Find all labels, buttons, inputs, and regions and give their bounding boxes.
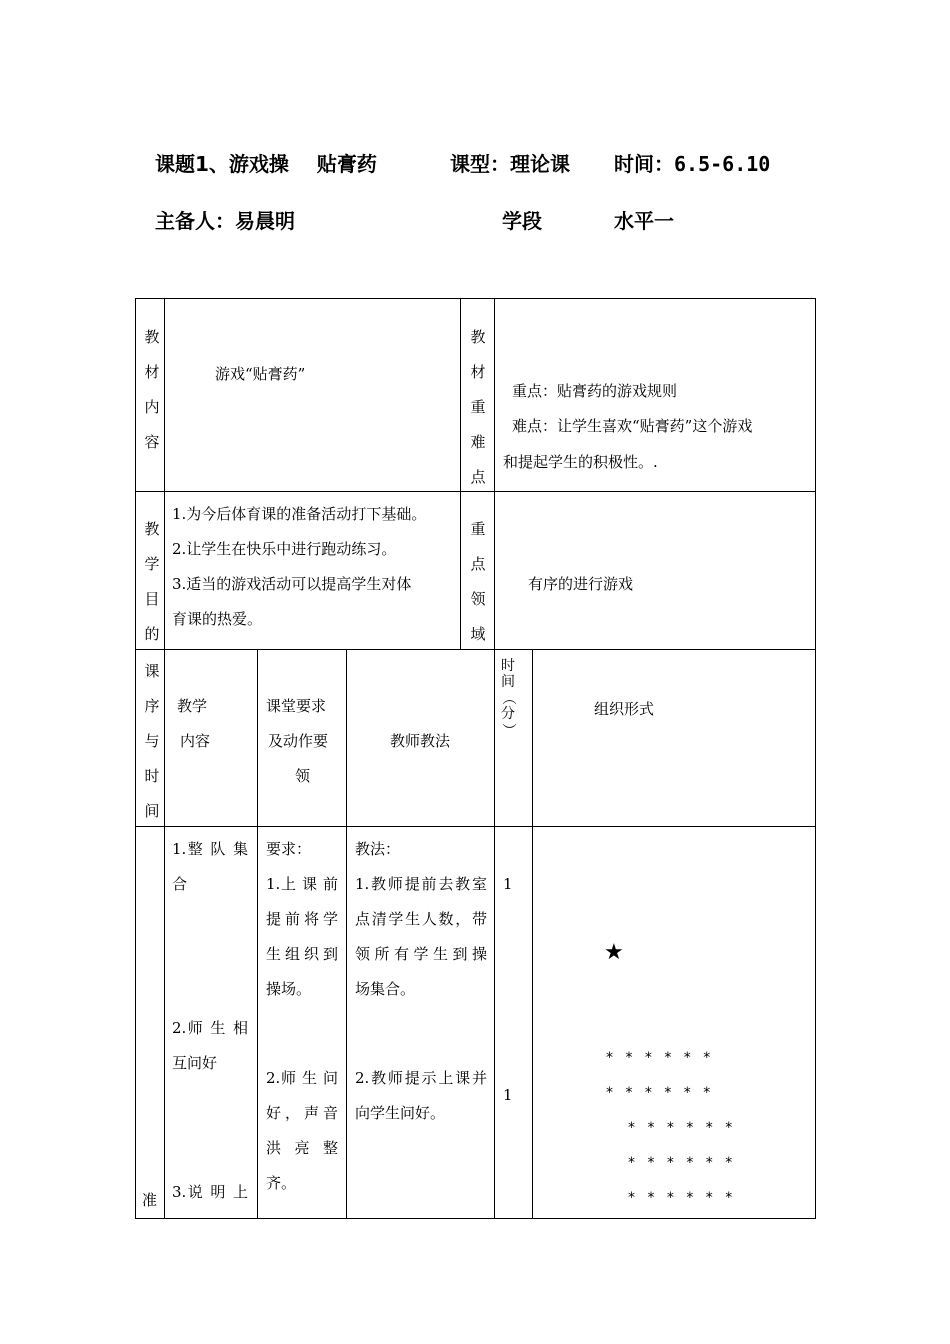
row3-label: 课 序 与 时 间 (144, 662, 160, 820)
time-value: 6.5-6.10 (674, 152, 771, 176)
method-1-line: 领所有学生到操 (355, 945, 487, 963)
col-method: 教师教法 (390, 732, 451, 750)
topic-name: 贴膏药 (316, 152, 377, 176)
lesson-type: 课型：理论课 (450, 152, 570, 176)
time-label: 时间： (614, 152, 674, 176)
goal-item: 3.适当的游戏活动可以提高学生对体 (172, 575, 412, 593)
method-title: 教法： (355, 840, 401, 858)
student-row: * * * * * * (606, 1050, 715, 1066)
content-item-1a: 1.整 队 集 (172, 840, 248, 858)
stage-label: 学段 (502, 209, 542, 233)
col-content-line1: 教学 (177, 697, 208, 715)
require-1-line: 生组织到 (266, 945, 338, 963)
require-2-line: 2.师 生 问 (266, 1069, 338, 1087)
col-organization: 组织形式 (594, 700, 655, 718)
require-2-line: 洪 亮 整 (266, 1139, 338, 1157)
goal-item: 1.为今后体育课的准备活动打下基础。 (172, 505, 427, 523)
content-item-2b: 互问好 (172, 1054, 218, 1072)
preparer: 主备人：易晨明 (155, 209, 295, 233)
key-point: 重点：贴膏药的游戏规则 (512, 382, 678, 400)
col-time: 时 间 （ 分 ） (500, 658, 516, 737)
require-2-line: 齐。 (266, 1174, 297, 1192)
content-item-2a: 2.师 生 相 (172, 1019, 248, 1037)
material-content: 游戏“贴膏药” (215, 365, 306, 383)
require-1-line: 提前将学 (266, 910, 338, 928)
method-1-line: 场集合。 (355, 980, 416, 998)
phase-label: 准 (142, 1191, 158, 1209)
row2-label2: 重 点 领 域 (470, 520, 486, 643)
col-require-line3: 领 (295, 767, 311, 785)
content-item-1b: 合 (172, 875, 188, 893)
goal-item: 育课的热爱。 (172, 610, 263, 628)
topic-label: 课题1、游戏操 (155, 152, 289, 176)
require-title: 要求： (266, 840, 312, 858)
goal-item: 2.让学生在快乐中进行跑动练习。 (172, 540, 397, 558)
focus-area: 有序的进行游戏 (528, 575, 634, 593)
content-item-3: 3.说 明 上 (172, 1183, 248, 1201)
stage-value: 水平一 (614, 209, 674, 233)
method-1-line: 点清学生人数，带 (355, 910, 487, 928)
student-row: * * * * * * (606, 1085, 715, 1101)
require-1-line: 1.上 课 前 (266, 875, 338, 893)
row1-label2: 教 材 重 难 点 (470, 328, 486, 486)
method-2-line: 向学生问好。 (355, 1104, 446, 1122)
time-value-1: 1 (503, 875, 513, 893)
student-row: * * * * * * (628, 1120, 737, 1136)
time-value-2: 1 (503, 1086, 513, 1104)
row1-label: 教 材 内 容 (144, 328, 160, 451)
col-require-line1: 课堂要求 (266, 697, 327, 715)
student-row: * * * * * * (628, 1190, 737, 1206)
row2-label: 教 学 目 的 (144, 520, 160, 643)
require-1-line: 操场。 (266, 980, 312, 998)
difficult-point-2: 和提起学生的积极性。. (503, 453, 658, 471)
difficult-point-1: 难点：让学生喜欢“贴膏药”这个游戏 (512, 417, 753, 435)
method-2-line: 2.教师提示上课并 (355, 1069, 487, 1087)
col-content-line2: 内容 (180, 732, 211, 750)
col-require-line2: 及动作要 (268, 732, 329, 750)
method-1-line: 1.教师提前去教室 (355, 875, 487, 893)
teacher-star-icon: ★ (604, 940, 624, 965)
require-2-line: 好，声音 (266, 1104, 338, 1122)
student-row: * * * * * * (628, 1155, 737, 1171)
